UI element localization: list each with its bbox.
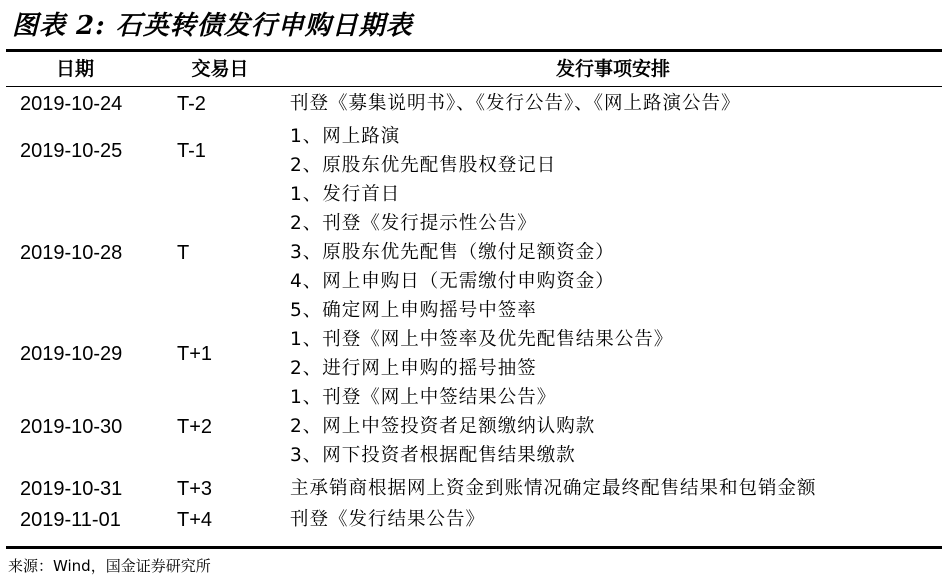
source-note: 来源：Wind，国金证券研究所 [8,557,211,575]
row-arrangement-item: 1、网上路演 [290,126,401,147]
row-arrangement-item: 1、刊登《网上中签结果公告》 [290,387,557,408]
bottom-rule [6,546,942,549]
row-arrangement-item: 4、网上申购日（无需缴付申购资金） [290,271,615,292]
row-arrangement-item: 刊登《募集说明书》、《发行公告》、《网上路演公告》 [290,93,741,114]
row-trading-day: T+3 [177,477,213,500]
row-trading-day: T-1 [177,140,206,162]
row-arrangement-item: 1、刊登《网上中签率及优先配售结果公告》 [290,329,674,350]
row-date: 2019-10-28 [20,241,123,264]
row-trading-day: T [177,241,190,264]
row-arrangement-item: 2、刊登《发行提示性公告》 [290,213,537,234]
row-arrangement-item: 刊登《发行结果公告》 [290,509,486,530]
row-arrangement-item: 3、原股东优先配售（缴付足额资金） [290,242,615,263]
row-date: 2019-10-29 [20,343,123,365]
page-title: 图表 2: 石英转债发行申购日期表 [12,11,413,41]
row-arrangement-item: 1、发行首日 [290,184,401,205]
row-date: 2019-11-01 [20,508,121,531]
row-arrangement-item: 主承销商根据网上资金到账情况确定最终配售结果和包销金额 [290,478,817,499]
row-trading-day: T-2 [177,92,206,115]
row-trading-day: T+1 [177,343,213,365]
row-trading-day: T+4 [177,508,213,531]
row-date: 2019-10-30 [20,415,123,438]
row-arrangement-item: 2、进行网上申购的摇号抽签 [290,358,537,379]
row-date: 2019-10-25 [20,140,123,162]
header-date: 日期 [55,58,94,80]
row-arrangement-item: 2、网上中签投资者足额缴纳认购款 [290,416,596,437]
row-date: 2019-10-31 [20,477,123,500]
row-date: 2019-10-24 [20,92,123,115]
row-arrangement-item: 2、原股东优先配售股权登记日 [290,155,557,176]
row-trading-day: T+2 [177,415,213,438]
row-arrangement-item: 5、确定网上申购摇号中签率 [290,300,537,321]
header-trading-day: 交易日 [191,58,249,80]
header-arrangement: 发行事项安排 [555,58,670,80]
row-arrangement-item: 3、网下投资者根据配售结果缴款 [290,445,576,466]
